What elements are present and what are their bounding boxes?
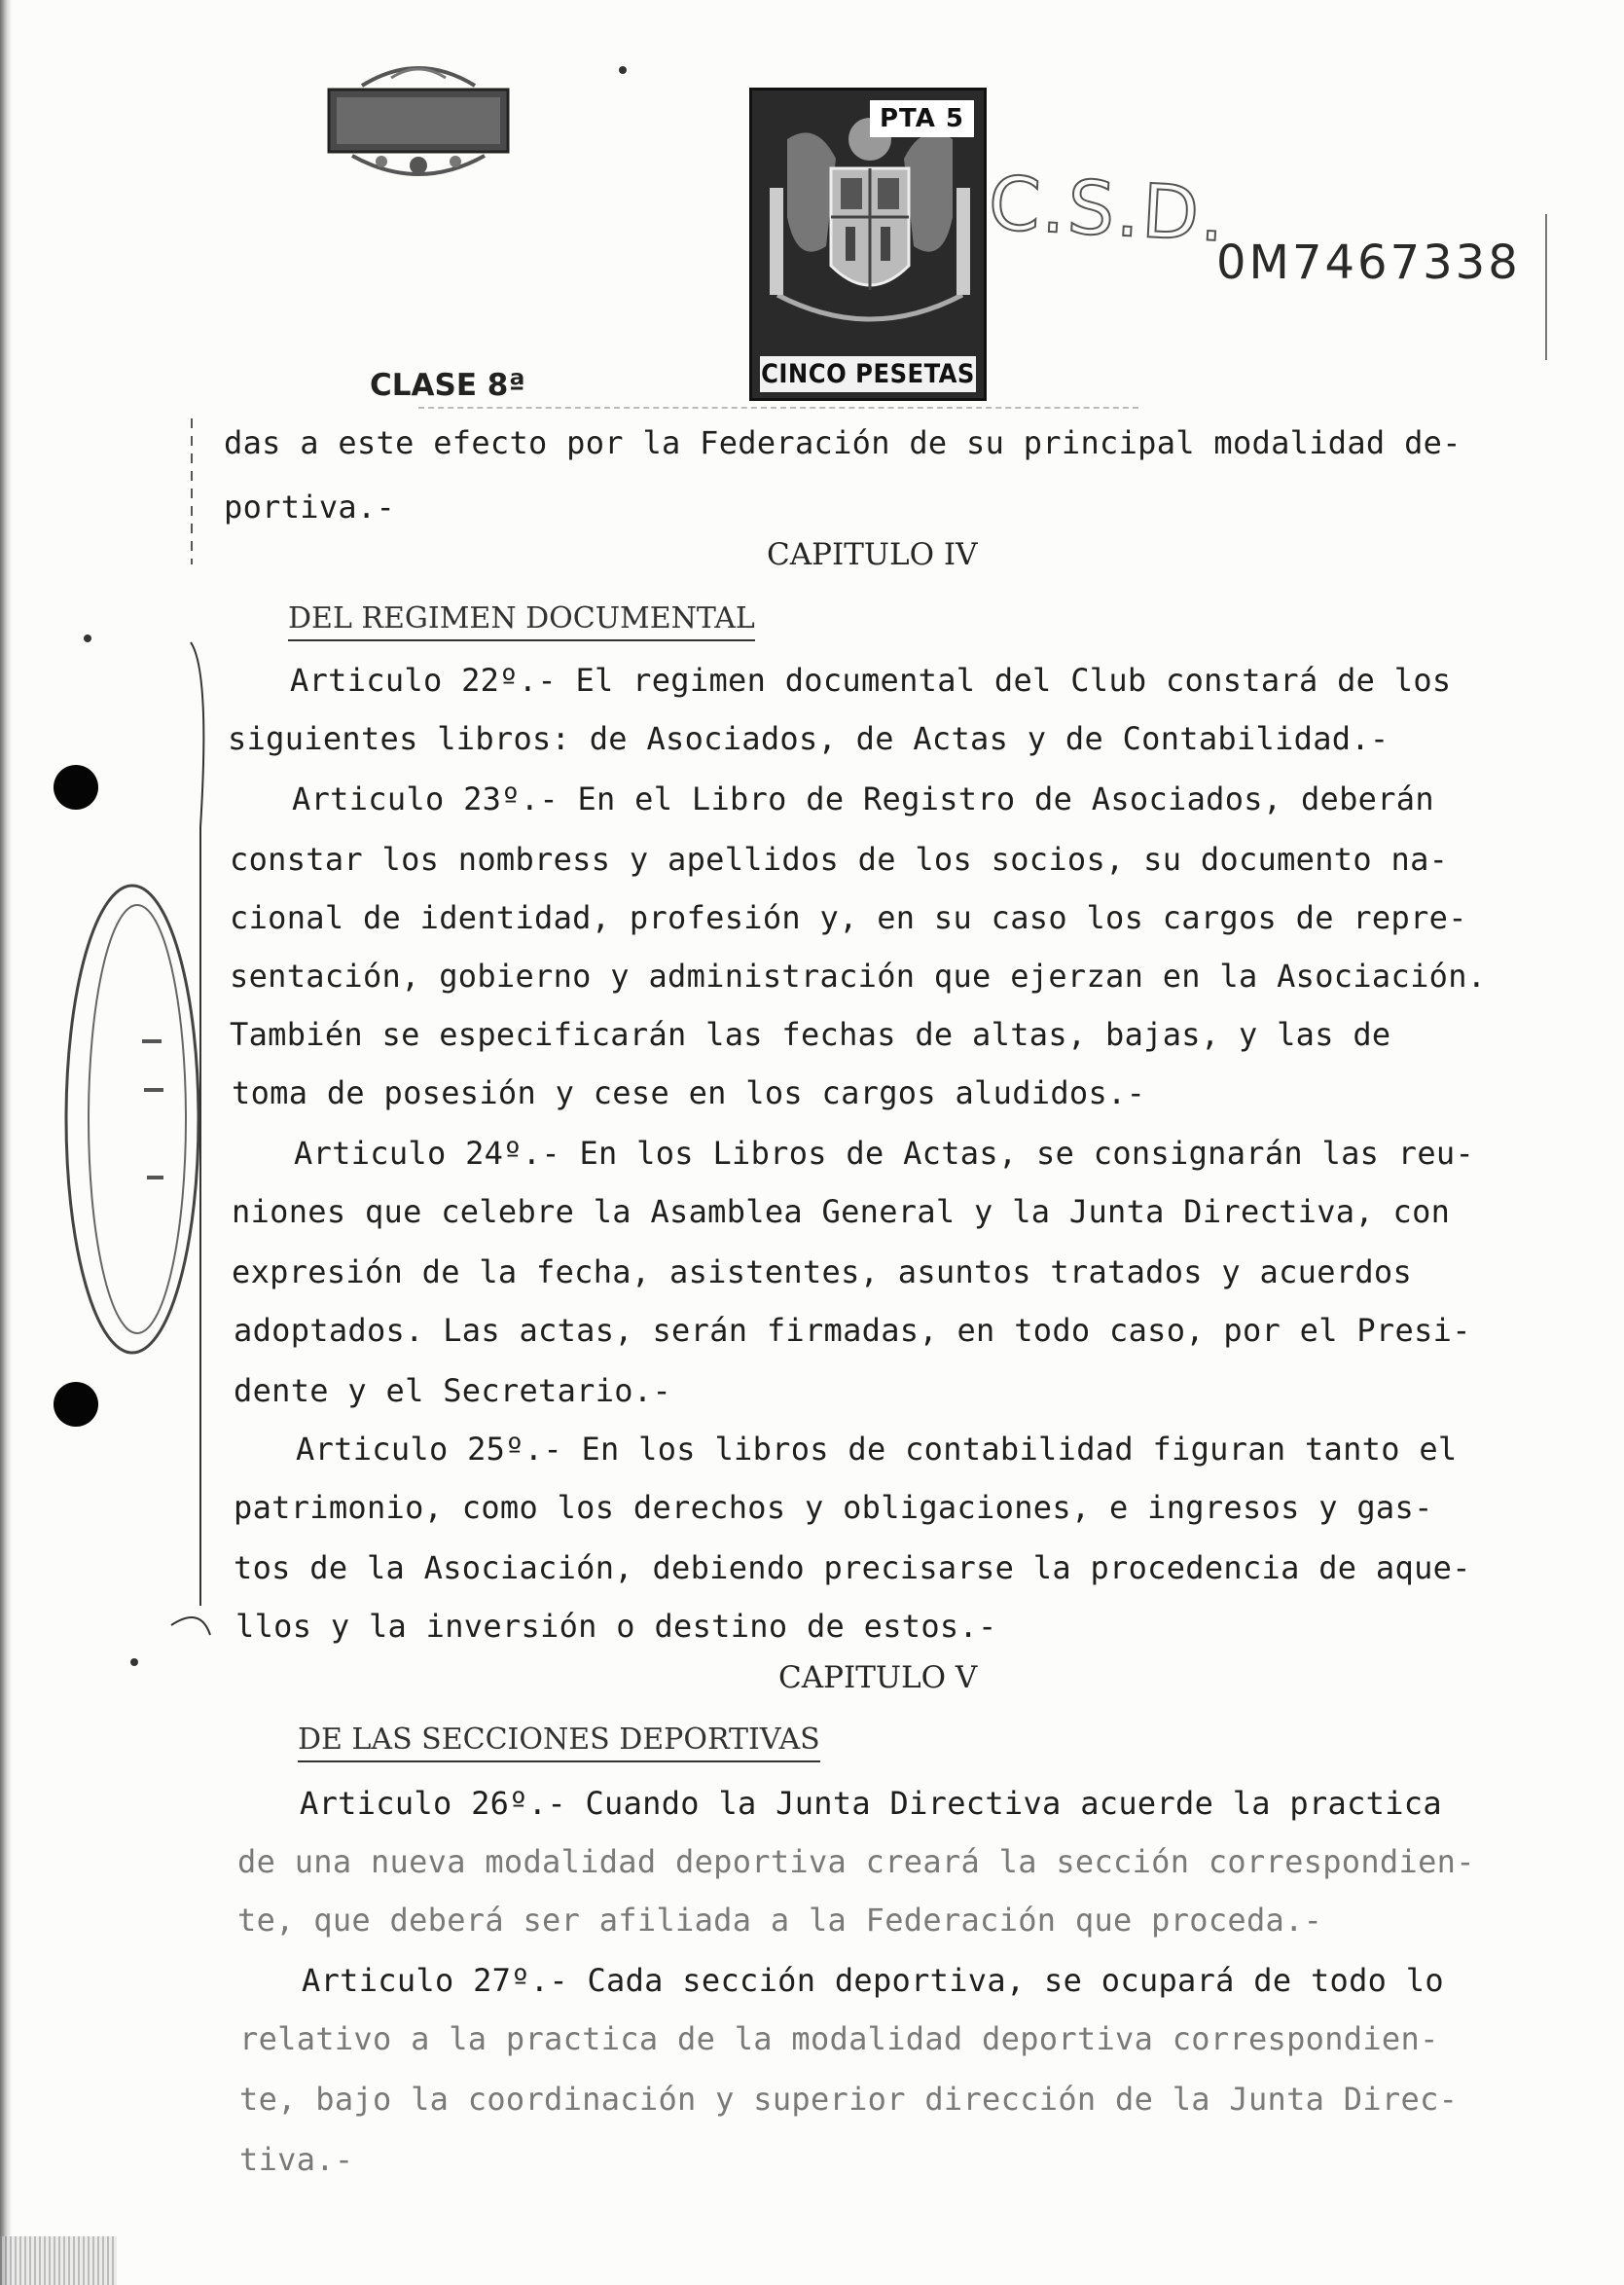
body-line: Articulo 24º.- En los Libros de Actas, se consignarán las reu- [294,1135,1475,1172]
body-line: Articulo 25º.- En los libros de contabilidad figuran tanto el [296,1431,1458,1468]
body-line: llos y la inversión o destino de estos.- [235,1608,997,1645]
body-line: sentación, gobierno y administración que ejerzan en la Asociación. [230,958,1487,995]
csd-perforation-mark: C.S.D. [986,159,1229,259]
binder-hole [54,765,98,810]
section-title: DE LAS SECCIONES DEPORTIVAS [298,1723,820,1762]
body-line: cional de identidad, profesión y, en su caso los cargos de repre- [230,899,1467,936]
body-line: siguientes libros: de Asociados, de Actas y de Contabilidad.- [228,720,1389,757]
stamp-denomination: PTA 5 [870,100,974,137]
body-line: tiva.- [239,2141,354,2178]
fiscal-stamp [749,88,987,401]
body-line: Articulo 26º.- Cuando la Junta Directiva acuerde la practica [300,1785,1442,1822]
body-line: Articulo 22º.- El regimen documental del Club constará de los [290,662,1452,699]
stamp-value-label: CINCO PESETAS [760,356,976,392]
margin-round-stamp [54,633,259,1824]
paper-speck [130,1658,138,1666]
body-line: de una nueva modalidad deportiva creará la sección correspondien- [237,1843,1475,1880]
body-line: das a este efecto por la Federación de su principal modalidad de- [224,424,1462,461]
chapter-title: CAPITULO V [778,1660,978,1695]
margin-line [1545,214,1547,360]
chapter-title: CAPITULO IV [767,537,978,572]
body-line: tos de la Asociación, debiendo precisarse la procedencia de aque- [234,1549,1471,1586]
section-title: DEL REGIMEN DOCUMENTAL [288,601,755,641]
body-line: constar los nombress y apellidos de los socios, su documento na- [230,841,1449,878]
binder-hole [54,1382,98,1427]
body-line: te, bajo la coordinación y superior dirección de la Junta Direc- [239,2081,1459,2118]
body-line: dente y el Secretario.- [234,1372,672,1409]
body-line: niones que celebre la Asamblea General y la Junta Directiva, con [232,1193,1451,1230]
body-line: Articulo 27º.- Cada sección deportiva, se ocupará de todo lo [302,1962,1444,1999]
body-line: toma de posesión y cese en los cargos aludidos.- [232,1074,1146,1111]
page-edge-wear [0,2236,117,2285]
body-line: Articulo 23º.- En el Libro de Registro de Asociados, deberán [292,780,1434,817]
body-line: También se especificarán las fechas de altas, bajas, y las de [230,1016,1391,1053]
header-divider [418,407,1138,409]
paper-class-label: CLASE 8ª [370,368,525,403]
paper-speck [84,635,91,642]
body-line: relativo a la practica de la modalidad deportiva correspondien- [239,2020,1439,2057]
body-line: adoptados. Las actas, serán firmadas, en todo caso, por el Presi- [234,1312,1471,1349]
body-line: expresión de la fecha, asistentes, asuntos tratados y acuerdos [232,1253,1413,1290]
page-edge [0,0,12,2285]
left-margin-mark [191,418,193,564]
body-line: te, que deberá ser afiliada a la Federación que proceda.- [237,1902,1323,1939]
timbre-seal-logo [323,56,514,185]
body-line: patrimonio, como los derechos y obligaciones, e ingresos y gas- [234,1489,1433,1526]
paper-speck [619,66,627,74]
body-line: portiva.- [224,489,396,526]
serial-number: 0M7467338 [1216,236,1521,290]
